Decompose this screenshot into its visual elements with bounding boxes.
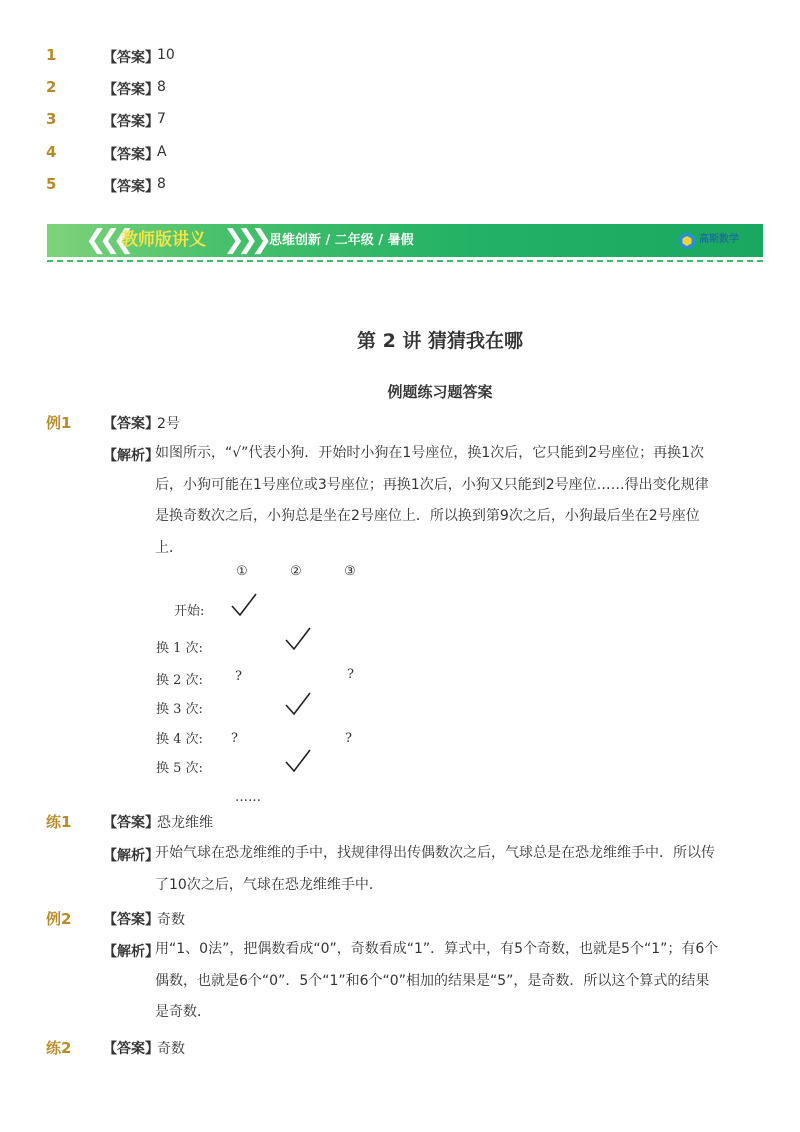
row-label-start: 开始: [174, 604, 205, 619]
answer-num-4: 4 [46, 143, 57, 161]
answer-value-5: 8 [157, 176, 166, 192]
answer-tag-pr2: 【答案】 [103, 1041, 159, 1057]
row-label-swap4: 换 4 次: [156, 732, 203, 747]
check-icon [229, 592, 259, 618]
item-label-pr1: 练1 [46, 813, 72, 831]
lecture-title: 第 2 讲 猜猜我在哪 [356, 330, 524, 352]
answer-tag-ex2: 【答案】 [103, 912, 159, 928]
analysis-tag-pr1: 【解析】 [103, 848, 159, 864]
chevron-right-icon: ❯❯❯ [223, 225, 265, 255]
answer-tag-1: 【答案】 [103, 50, 159, 66]
seat-label-2: ② [290, 564, 302, 579]
chevron-left-icon: ❮❮❮ [85, 225, 127, 255]
item-label-ex1: 例1 [46, 414, 72, 432]
answer-tag-ex1: 【答案】 [103, 416, 159, 432]
row-label-swap2: 换 2 次: [156, 673, 203, 688]
section-title: 例题练习题答案 [387, 383, 493, 401]
answer-tag-pr1: 【答案】 [103, 815, 159, 831]
teacher-edition-banner [47, 224, 763, 257]
analysis-tag-ex2: 【解析】 [103, 944, 159, 960]
seat-label-1: ① [236, 564, 248, 579]
gauss-logo-icon [677, 231, 697, 251]
answer-value-pr1: 恐龙维维 [157, 815, 213, 831]
analysis-text-ex1: 如图所示，“√”代表小狗．开始时小狗在1号座位，换1次后，它只能到2号座位；再换1次后，小狗可能在1号座位或3号座位；再换1次后，小狗又只能到2号座位……得出变化规律是换奇数次之后，小狗总是坐在2号座位上．所以换到第9次之后，小狗最后坐在2号座位上． [155, 445, 709, 556]
row-label-swap3: 换 3 次: [156, 702, 203, 717]
analysis-text-pr1: 开始气球在恐龙维维的手中，找规律得出传偶数次之后，气球总是在恐龙维维手中．所以传了10次之后，气球在恐龙维维手中． [155, 845, 715, 893]
analysis-text-ex2: 用“1、0法”，把偶数看成“0”，奇数看成“1”．算式中，有5个奇数，也就是5个“1”；有6个偶数，也就是6个“0”．5个“1”和6个“0”相加的结果是“5”，是奇数．所以这个算式的结果是奇数． [155, 941, 719, 1020]
row-label-swap1: 换 1 次: [156, 641, 203, 656]
dashed-divider [47, 260, 763, 262]
unknown-mark: ? [347, 667, 354, 682]
check-icon [283, 748, 313, 774]
answer-value-1: 10 [157, 47, 175, 63]
unknown-mark: ? [235, 669, 242, 684]
item-label-ex2: 例2 [46, 910, 72, 928]
answer-tag-5: 【答案】 [103, 179, 159, 195]
analysis-tag-ex1: 【解析】 [103, 448, 159, 464]
answer-value-3: 7 [157, 111, 166, 127]
answer-value-ex1: 2号 [157, 416, 180, 432]
answer-tag-2: 【答案】 [103, 82, 159, 98]
check-icon [283, 691, 313, 717]
answer-value-4: A [157, 144, 167, 160]
answer-value-pr2: 奇数 [157, 1041, 185, 1057]
banner-breadcrumb: 思维创新 / 二年级 / 暑假 [269, 233, 414, 248]
unknown-mark: ? [345, 731, 352, 746]
answer-num-1: 1 [46, 46, 57, 64]
answer-num-2: 2 [46, 78, 57, 96]
answer-num-3: 3 [46, 110, 57, 128]
check-icon [283, 626, 313, 652]
banner-logo-text: 高斯数学 [699, 234, 739, 245]
answer-tag-4: 【答案】 [103, 147, 159, 163]
answer-num-5: 5 [46, 175, 57, 193]
answer-tag-3: 【答案】 [103, 114, 159, 130]
figure-ellipsis: …… [235, 790, 261, 805]
row-label-swap5: 换 5 次: [156, 761, 203, 776]
answer-value-2: 8 [157, 79, 166, 95]
seat-label-3: ③ [344, 564, 356, 579]
banner-title: 教师版讲义 [121, 230, 206, 250]
unknown-mark: ? [231, 731, 238, 746]
answer-value-ex2: 奇数 [157, 912, 185, 928]
item-label-pr2: 练2 [46, 1039, 72, 1057]
